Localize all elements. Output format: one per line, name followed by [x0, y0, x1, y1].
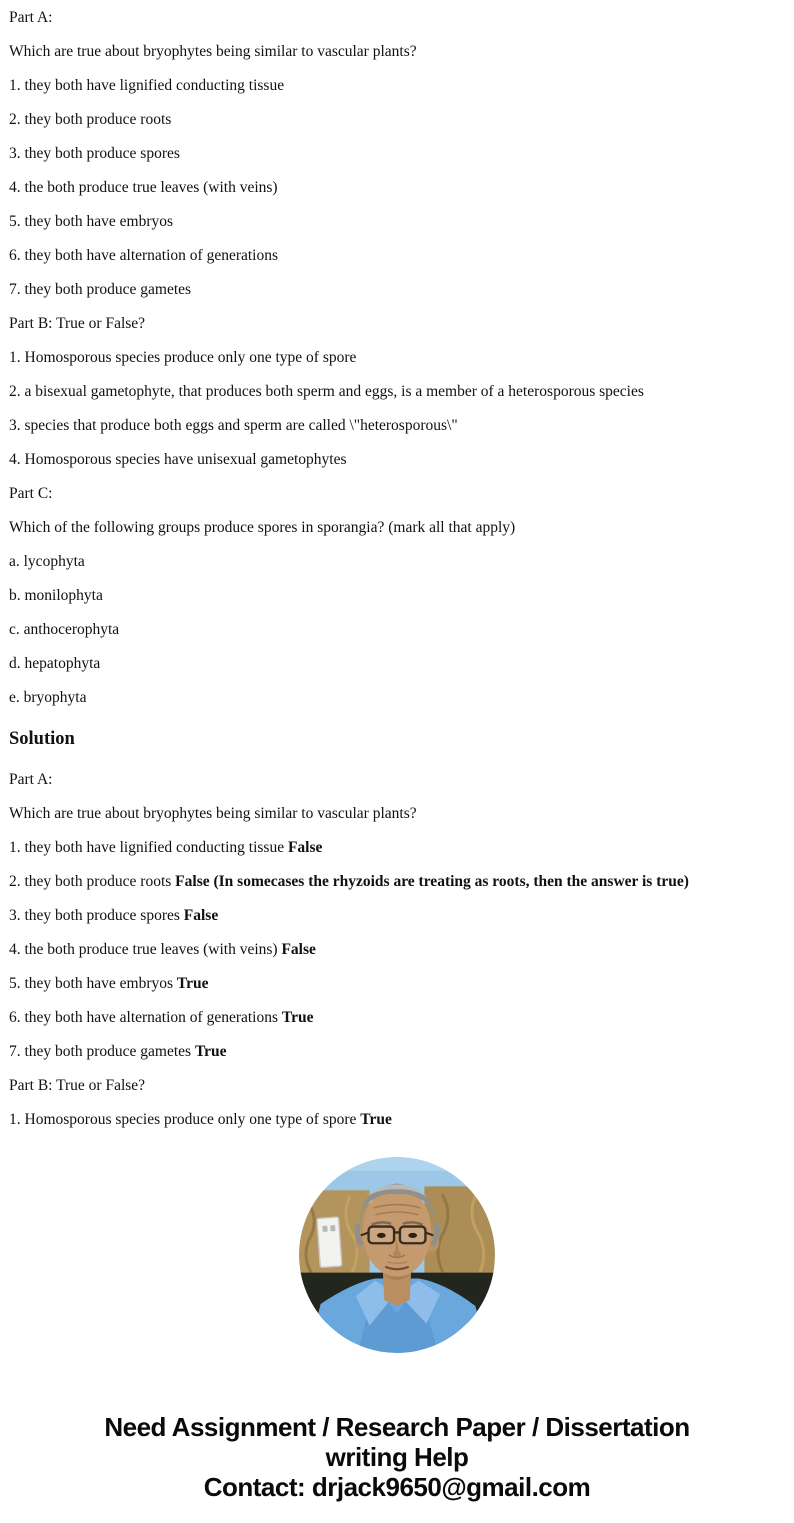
solution-item: 5. they both have embryos True: [9, 975, 209, 992]
solution-item: 7. they both produce gametes True: [9, 1043, 227, 1060]
part-a-prompt: Which are true about bryophytes being similar to vascular plants?: [9, 43, 417, 60]
answer-text: False: [183, 907, 219, 924]
footer-line-2: writing Help: [325, 1442, 469, 1472]
part-b-items: [9, 349, 784, 469]
question-part-c: [9, 485, 784, 707]
tutor-portrait-photo: [299, 1157, 495, 1353]
tutor-portrait-illustration: [299, 1157, 495, 1353]
question-option: d. hepatophyta: [9, 655, 101, 672]
solution-part-b-label: Part B: True or False?: [9, 1077, 146, 1094]
footer-banner: [0, 1412, 794, 1502]
question-item: 4. the both produce true leaves (with veins): [9, 179, 278, 196]
part-b-label: Part B: True or False?: [9, 315, 146, 332]
answer-text: True: [281, 1009, 314, 1026]
solution-part-a: [9, 771, 784, 1061]
question-option: b. monilophyta: [9, 587, 103, 604]
part-a-items: [9, 77, 784, 299]
question-item: 5. they both have embryos: [9, 213, 174, 230]
answer-text: False (In somecases the rhyzoids are treating as roots, then the answer is true): [175, 873, 689, 890]
part-c-prompt: Which of the following groups produce spores in sporangia? (mark all that apply): [9, 519, 516, 536]
solution-item: 1. they both have lignified conducting tissue False: [9, 839, 323, 856]
solution-part-b: [9, 1077, 784, 1129]
solution-part-a-prompt: Which are true about bryophytes being similar to vascular plants?: [9, 805, 417, 822]
question-part-b: [9, 315, 784, 469]
solution-item: 4. the both produce true leaves (with veins) False: [9, 941, 316, 958]
answer-text: False: [287, 839, 323, 856]
solution-part-a-label: Part A:: [9, 771, 53, 788]
solution-item: 6. they both have alternation of generations True: [9, 1009, 314, 1026]
answer-text: False: [281, 941, 316, 958]
question-item: 4. Homosporous species have unisexual gametophytes: [9, 451, 347, 468]
question-option: c. anthocerophyta: [9, 621, 120, 638]
question-item: 3. species that produce both eggs and sperm are called \"heterosporous\": [9, 417, 458, 434]
question-item: 1. Homosporous species produce only one type of spore: [9, 349, 357, 366]
question-option: e. bryophyta: [9, 689, 87, 706]
footer-line-1: Need Assignment / Research Paper / Dissertation: [104, 1412, 690, 1442]
solution-heading: Solution: [9, 729, 75, 749]
question-item: 3. they both produce spores: [9, 145, 180, 162]
answer-text: True: [194, 1043, 227, 1060]
question-item: 2. a bisexual gametophyte, that produces both sperm and eggs, is a member of a heterosporous species: [9, 383, 644, 400]
solution-item: 3. they both produce spores False: [9, 907, 219, 924]
part-c-items: [9, 553, 784, 707]
answer-text: True: [176, 975, 209, 992]
part-c-label: Part C:: [9, 485, 53, 502]
answer-text: True: [360, 1111, 392, 1128]
question-option: a. lycophyta: [9, 553, 85, 570]
question-item: 6. they both have alternation of generations: [9, 247, 279, 264]
question-item: 7. they both produce gametes: [9, 281, 192, 298]
solution-part-b-items: [9, 1111, 784, 1129]
question-item: 1. they both have lignified conducting tissue: [9, 77, 285, 94]
question-item: 2. they both produce roots: [9, 111, 172, 128]
solution-part-a-items: [9, 839, 784, 1061]
solution-item: 1. Homosporous species produce only one type of spore True: [9, 1111, 392, 1128]
part-a-label: Part A:: [9, 9, 53, 26]
avatar-section: [0, 1157, 794, 1358]
footer-contact-email: Contact: drjack9650@gmail.com: [203, 1472, 591, 1502]
solution-item: 2. they both produce roots False (In somecases the rhyzoids are treating as roots, then the answer is true): [9, 873, 689, 890]
question-part-a: [9, 9, 784, 299]
